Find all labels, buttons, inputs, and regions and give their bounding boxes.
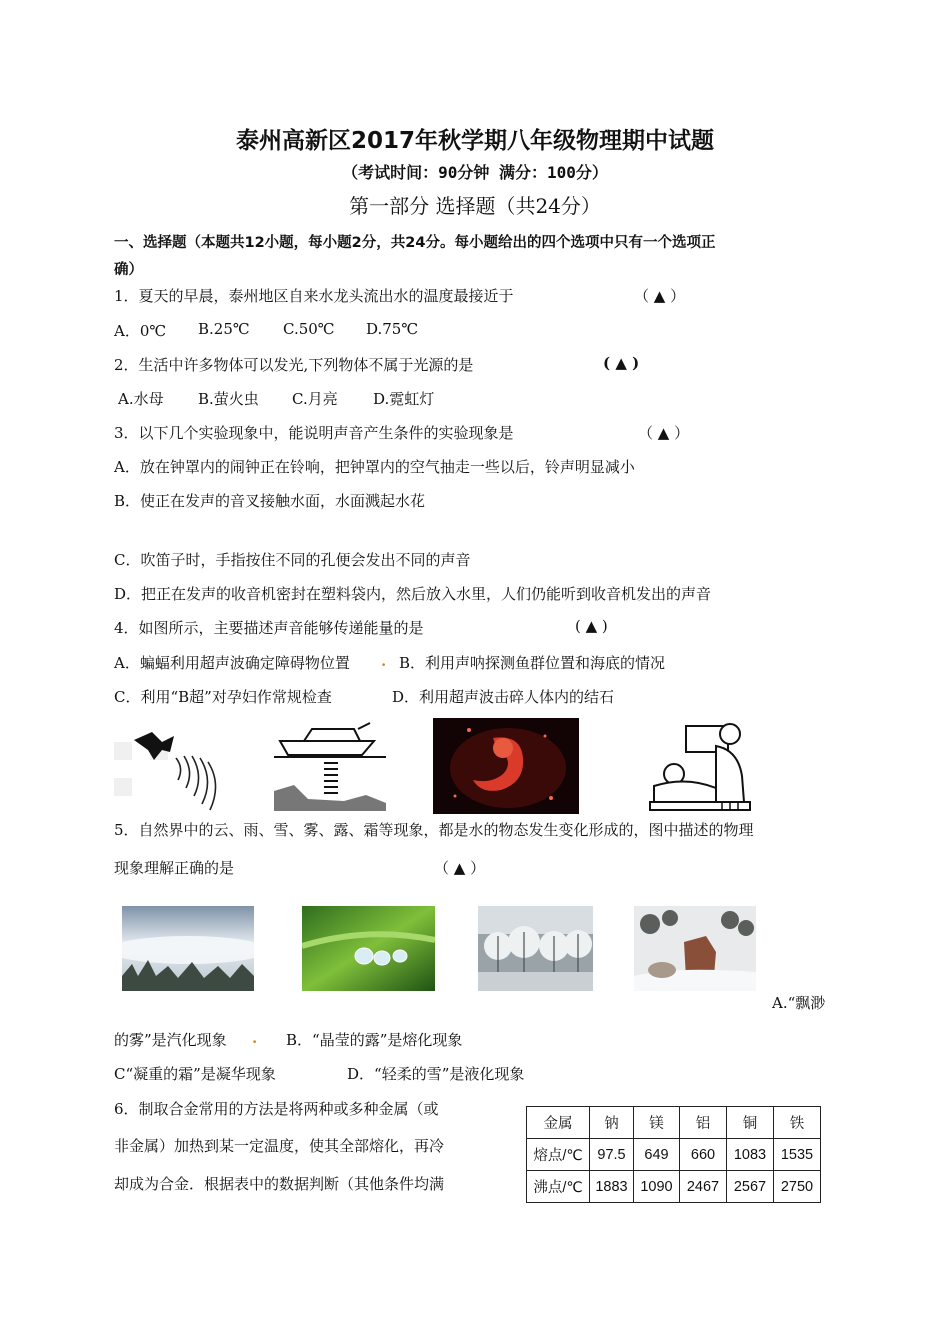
q4-option-b: B．利用声呐探测鱼群位置和海底的情况 — [399, 654, 666, 672]
snow-picture — [634, 906, 756, 991]
q1-stem: 1．夏天的早晨，泰州地区自来水龙头流出水的温度最接近于 — [114, 287, 514, 305]
table-cell: 2467 — [680, 1171, 727, 1203]
table-cell: 铜 — [727, 1107, 774, 1139]
q2-option-c: C.月亮 — [292, 390, 338, 408]
q4-option-d: D．利用超声波击碎人体内的结石 — [392, 688, 615, 706]
table-cell: 熔点/℃ — [527, 1139, 590, 1171]
q3-option-d: D．把正在发声的收音机密封在塑料袋内，然后放入水里，人们仍能听到收音机发出的声音 — [114, 585, 712, 603]
q5-option-c: C“凝重的霜”是凝华现象 — [114, 1065, 276, 1083]
q1-option-a: A．0℃ — [114, 322, 167, 340]
q2-answer-blank: ( ▲ ) — [603, 354, 640, 372]
q2-stem: 2．生活中许多物体可以发光,下列物体不属于光源的是 — [114, 356, 474, 374]
table-cell: 铝 — [680, 1107, 727, 1139]
q6-stem-line1: 6．制取合金常用的方法是将两种或多种金属（或 — [114, 1100, 439, 1118]
q4-option-a-dot: . — [381, 652, 387, 670]
metal-properties-table — [526, 1106, 821, 1203]
section-heading-line1: 一、选择题（本题共12小题，每小题2分，共24分。每小题给出的四个选项中只有一个选项正 — [114, 235, 716, 251]
table-cell: 649 — [634, 1139, 680, 1171]
q4-answer-blank: ( ▲ ) — [575, 617, 608, 635]
bat-ultrasound-picture — [114, 722, 234, 814]
table-cell: 1090 — [634, 1171, 680, 1203]
exam-subtitle: （考试时间：90分钟 满分：100分） — [342, 163, 608, 182]
lithotripsy-picture — [646, 716, 754, 814]
table-cell: 沸点/℃ — [527, 1171, 590, 1203]
q5-stem-line2: 现象理解正确的是 — [114, 859, 235, 877]
q5-option-a-dot: . — [252, 1029, 258, 1047]
part-heading: 第一部分 选择题（共24分） — [349, 194, 601, 218]
table-cell: 1535 — [774, 1139, 821, 1171]
table-row-boiling — [527, 1171, 821, 1203]
q5-option-a-end: 的雾”是汽化现象 — [114, 1031, 227, 1049]
table-cell: 1883 — [590, 1171, 634, 1203]
q5-stem-line1: 5．自然界中的云、雨、雪、雾、露、霜等现象，都是水的物态发生变化形成的，图中描述的物理 — [114, 821, 754, 839]
table-cell: 2750 — [774, 1171, 821, 1203]
frost-picture — [478, 906, 593, 991]
table-cell: 金属 — [527, 1107, 590, 1139]
q5-option-a-start: A.“飘渺 — [772, 994, 826, 1012]
q2-option-a: A.水母 — [118, 390, 164, 408]
dew-picture — [302, 906, 435, 991]
q2-option-b: B.萤火虫 — [198, 390, 259, 408]
q5-answer-blank: （ ▲ ） — [434, 859, 486, 877]
q6-stem-line2: 非金属）加热到某一定温度，使其全部熔化，再冷 — [114, 1137, 445, 1155]
q3-stem: 3．以下几个实验现象中，能说明声音产生条件的实验现象是 — [114, 424, 514, 442]
table-cell: 2567 — [727, 1171, 774, 1203]
table-cell: 镁 — [634, 1107, 680, 1139]
table-header-row — [527, 1107, 821, 1139]
q5-option-d: D．“轻柔的雪”是液化现象 — [347, 1065, 525, 1083]
section-heading-line2: 确） — [114, 262, 143, 278]
q6-stem-line3: 却成为合金．根据表中的数据判断（其他条件均满 — [114, 1175, 445, 1193]
ultrasound-fetus-picture — [433, 718, 579, 814]
q3-option-a: A．放在钟罩内的闹钟正在铃响，把钟罩内的空气抽走一些以后，铃声明显减小 — [114, 458, 635, 476]
fog-picture — [122, 906, 254, 991]
q4-option-c: C．利用“B超”对孕妇作常规检查 — [114, 688, 332, 706]
q1-option-b: B.25℃ — [198, 320, 250, 338]
q3-option-b: B．使正在发声的音叉接触水面，水面溅起水花 — [114, 492, 426, 510]
q3-answer-blank: （ ▲ ） — [638, 424, 690, 442]
table-cell: 1083 — [727, 1139, 774, 1171]
q4-stem: 4．如图所示，主要描述声音能够传递能量的是 — [114, 619, 424, 637]
q1-option-c: C.50℃ — [283, 320, 335, 338]
q1-answer-blank: （ ▲ ） — [634, 287, 686, 305]
table-cell: 铁 — [774, 1107, 821, 1139]
exam-title: 泰州高新区2017年秋学期八年级物理期中试题 — [235, 128, 714, 154]
table-cell: 钠 — [590, 1107, 634, 1139]
q2-option-d: D.霓虹灯 — [373, 390, 435, 408]
table-cell: 660 — [680, 1139, 727, 1171]
q5-option-b: B．“晶莹的露”是熔化现象 — [286, 1031, 463, 1049]
sonar-boat-picture — [274, 719, 386, 811]
table-cell: 97.5 — [590, 1139, 634, 1171]
q1-option-d: D.75℃ — [366, 320, 419, 338]
q3-option-c: C．吹笛子时，手指按住不同的孔便会发出不同的声音 — [114, 551, 471, 569]
q4-option-a: A．蝙蝠利用超声波确定障碍物位置 — [114, 654, 350, 672]
table-row-melting — [527, 1139, 821, 1171]
